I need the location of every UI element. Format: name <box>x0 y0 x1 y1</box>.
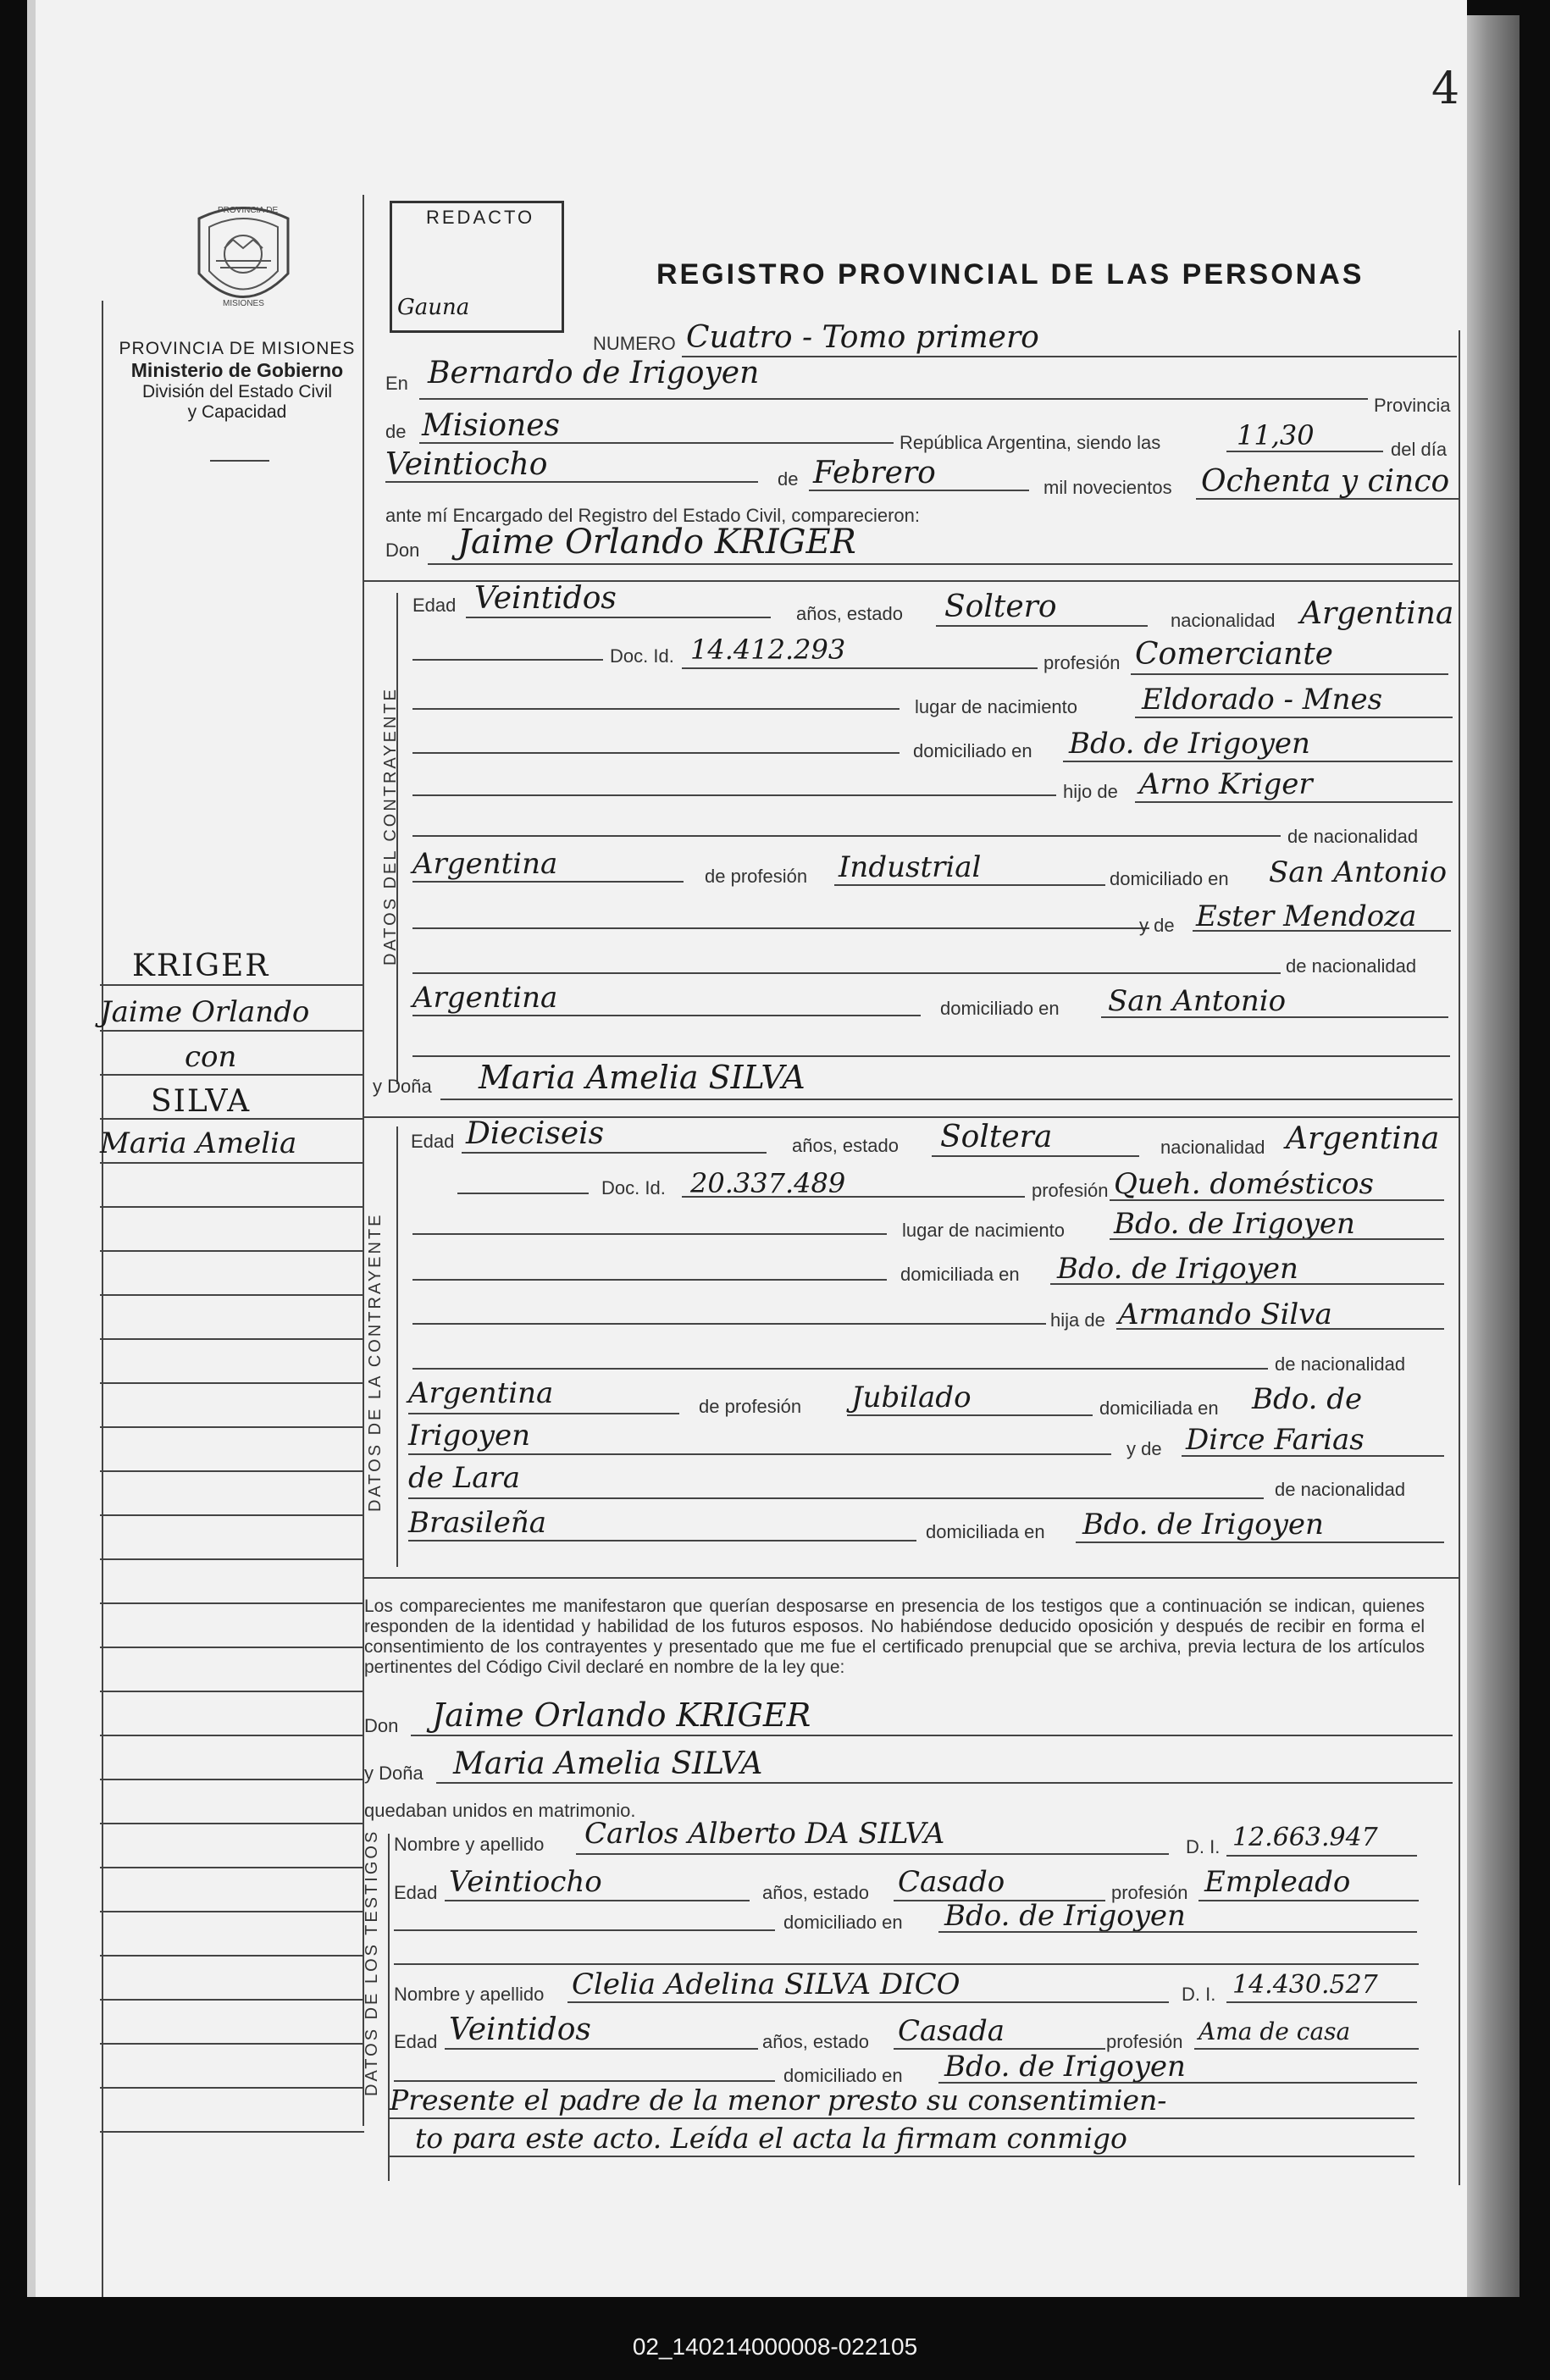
f-anios-label: años, estado <box>792 1135 899 1156</box>
c-padre-nac-value: Argentina <box>412 847 558 881</box>
provincia-label: Provincia <box>1374 395 1451 416</box>
de-label: de <box>385 421 407 442</box>
f-de-nacionalidad-label: de nacionalidad <box>1275 1353 1406 1375</box>
margin-surname-1: KRIGER <box>132 949 270 983</box>
c-lugar-label: lugar de nacimiento <box>915 696 1078 717</box>
c-profesion-value: Comerciante <box>1135 637 1333 672</box>
f-hija-label: hija de <box>1050 1309 1105 1331</box>
c-nacionalidad-label: nacionalidad <box>1171 610 1276 631</box>
mes-value: Febrero <box>813 456 936 490</box>
t2-d-label: D. I. <box>1182 1984 1216 2005</box>
f-nacionalidad-label: nacionalidad <box>1160 1137 1265 1158</box>
union-dona-value: Maria Amelia SILVA <box>453 1746 763 1781</box>
t1-dom-label: domiciliado en <box>783 1912 903 1933</box>
c-hijo-label: hijo de <box>1063 781 1118 802</box>
t1-estado-value: Casado <box>898 1865 1005 1899</box>
f-madre-value2: de Lara <box>408 1461 521 1495</box>
provincia-value: Misiones <box>422 408 561 443</box>
t1-edad-label: Edad <box>394 1882 438 1903</box>
t1-profesion-value: Empleado <box>1204 1865 1351 1899</box>
margin-name-1: Jaime Orlando <box>100 995 310 1029</box>
republica-label: República Argentina, siendo las <box>900 432 1161 453</box>
f-padre-dom-value2: Irigoyen <box>408 1419 531 1453</box>
binding-spine <box>27 0 36 2297</box>
t2-dom-value: Bdo. de Irigoyen <box>944 2050 1186 2084</box>
t2-nombre-value: Clelia Adelina SILVA DICO <box>572 1968 960 2001</box>
c-padre-dom-value: San Antonio <box>1269 855 1448 889</box>
left-margin-rule <box>102 301 103 2316</box>
t2-dom-label: domiciliado en <box>783 2065 903 2086</box>
dona-label: y Doña <box>373 1076 432 1097</box>
margin-con: con <box>185 1040 237 1074</box>
page-title: REGISTRO PROVINCIAL DE LAS PERSONAS <box>656 258 1365 291</box>
header-division: División del Estado Civil <box>141 382 333 401</box>
c-y-de-label: y de <box>1139 915 1175 936</box>
f-estado-value: Soltera <box>940 1120 1053 1154</box>
f-nacionalidad-value: Argentina <box>1286 1121 1440 1156</box>
union-don-value: Jaime Orlando KRIGER <box>432 1696 811 1734</box>
f-profesion-label: profesión <box>1032 1180 1109 1201</box>
margin-name-2: Maria Amelia <box>100 1126 297 1160</box>
t1-nombre-label: Nombre y apellido <box>394 1834 545 1855</box>
f-padre-prof-value: Jubilado <box>851 1381 972 1414</box>
t2-anios-label: años, estado <box>762 2031 869 2052</box>
de-mes-label: de <box>778 468 799 490</box>
dia-value: Veintiocho <box>385 447 548 482</box>
note-line-2: to para este acto. Leída el acta la firmam conmigo <box>415 2122 1127 2155</box>
numero-value: Cuatro - Tomo primero <box>686 320 1039 355</box>
ante-text: ante mí Encargado del Registro del Estado Civil, comparecieron: <box>385 505 920 526</box>
f-padre-nac-value: Argentina <box>408 1376 554 1410</box>
form-right-rule <box>1459 330 1460 2185</box>
f-padre-value: Armando Silva <box>1118 1298 1332 1331</box>
c-de-nacionalidad-label: de nacionalidad <box>1287 826 1419 847</box>
f-madre-value: Dirce Farias <box>1186 1423 1365 1457</box>
t2-nombre-label: Nombre y apellido <box>394 1984 545 2005</box>
union-don-label: Don <box>364 1715 399 1736</box>
c-madre-dom-label: domiciliado en <box>940 998 1060 1019</box>
t2-profesion-label: profesión <box>1106 2031 1183 2052</box>
c-anios-label: años, estado <box>796 603 903 624</box>
book-edge <box>1467 15 1520 2302</box>
c-profesion-label: profesión <box>1043 652 1121 673</box>
f-domicilio-label: domiciliada en <box>900 1264 1020 1285</box>
header-capacity: y Capacidad <box>187 402 287 422</box>
t1-profesion-label: profesión <box>1111 1882 1188 1903</box>
don-label: Don <box>385 540 420 561</box>
page-number: 4 <box>1431 64 1460 114</box>
f-doc-label: Doc. Id. <box>601 1177 666 1198</box>
f-profesion-value: Queh. domésticos <box>1114 1167 1374 1201</box>
union-dona-label: y Doña <box>364 1763 423 1784</box>
header-ministry: Ministerio de Gobierno <box>130 359 344 381</box>
footer-id: 02_140214000008-022105 <box>632 2333 918 2360</box>
c-de-profesion-label: de profesión <box>705 866 808 887</box>
t2-profesion-value: Ama de casa <box>1198 2017 1351 2045</box>
don-value: Jaime Orlando KRIGER <box>457 523 856 562</box>
t1-d-label: D. I. <box>1186 1836 1221 1857</box>
margin-surname-2: SILVA <box>151 1084 252 1119</box>
f-y-de-label: y de <box>1127 1438 1162 1459</box>
redacto-signature: Gauna <box>397 295 470 320</box>
t1-dom-value: Bdo. de Irigoyen <box>944 1899 1186 1933</box>
t2-edad-label: Edad <box>394 2031 438 2052</box>
f-madre-nac-label: de nacionalidad <box>1275 1479 1406 1500</box>
c-doc-value: 14.412.293 <box>690 634 846 666</box>
c-domicilio-value: Bdo. de Irigoyen <box>1069 727 1310 761</box>
f-de-profesion-label: de profesión <box>699 1396 802 1417</box>
dona-value: Maria Amelia SILVA <box>479 1059 805 1096</box>
t1-anios-label: años, estado <box>762 1882 869 1903</box>
c-madre-nac-label: de nacionalidad <box>1286 955 1417 977</box>
mil-label: mil novecientos <box>1043 477 1172 498</box>
del-dia-label: del día <box>1391 439 1448 460</box>
redacto-label: REDACTO <box>426 207 535 228</box>
c-padre-prof-value: Industrial <box>839 850 982 884</box>
c-nacionalidad-value: Argentina <box>1300 596 1454 631</box>
c-lugar-value: Eldorado - Mnes <box>1142 683 1383 717</box>
en-value: Bernardo de Irigoyen <box>428 356 760 390</box>
note-line-1: Presente el padre de la menor presto su consentimien- <box>390 2084 1167 2117</box>
t2-edad-value: Veintidos <box>449 2012 591 2047</box>
f-madre-dom-label: domiciliada en <box>926 1521 1045 1542</box>
hora-value: 11,30 <box>1237 419 1315 451</box>
redacto-box <box>390 201 564 333</box>
f-padre-dom-label: domiciliada en <box>1099 1398 1219 1419</box>
testigos-section-label: DATOS DE LOS TESTIGOS <box>363 1829 381 2096</box>
anio-value: Ochenta y cinco <box>1201 464 1450 499</box>
header-province: PROVINCIA DE MISIONES <box>119 339 356 358</box>
contrayente-section-label: DATOS DEL CONTRAYENTE <box>381 687 400 966</box>
contrayenta-section-label: DATOS DE LA CONTRAYENTE <box>366 1212 385 1512</box>
c-madre-nac-value: Argentina <box>412 981 558 1015</box>
t2-d-value: 14.430.527 <box>1232 1970 1378 2000</box>
quedaban-text: quedaban unidos en matrimonio. <box>364 1800 636 1821</box>
seal-text-top: PROVINCIA DE <box>218 206 279 215</box>
c-padre-value: Arno Kriger <box>1139 767 1313 801</box>
f-domicilio-value: Bdo. de Irigoyen <box>1057 1252 1298 1286</box>
c-edad-label: Edad <box>412 595 457 616</box>
f-lugar-label: lugar de nacimiento <box>902 1220 1066 1241</box>
contrayenta-rule <box>396 1126 398 1567</box>
c-madre-dom-value: San Antonio <box>1108 984 1287 1018</box>
numero-label: NUMERO <box>593 333 676 354</box>
c-madre-value: Ester Mendoza <box>1196 899 1417 933</box>
t2-estado-value: Casada <box>898 2014 1005 2048</box>
testigos-rule <box>388 1834 390 2181</box>
c-domicilio-label: domiciliado en <box>913 740 1032 761</box>
f-edad-value: Dieciseis <box>466 1116 605 1151</box>
c-doc-label: Doc. Id. <box>610 645 674 667</box>
f-edad-label: Edad <box>411 1131 455 1152</box>
t1-d-value: 12.663.947 <box>1232 1823 1378 1852</box>
c-estado-value: Soltero <box>944 589 1057 624</box>
header-divider <box>210 460 269 462</box>
f-doc-value: 20.337.489 <box>690 1167 846 1199</box>
f-madre-dom-value: Bdo. de Irigoyen <box>1082 1508 1324 1541</box>
t1-edad-value: Veintiocho <box>449 1865 602 1899</box>
f-lugar-value: Bdo. de Irigoyen <box>1114 1207 1355 1241</box>
declaration-text: Los comparecientes me manifestaron que querían desposarse en presencia de los testigos que a continuación se indican, quienes responden de la identidad y habilidad de los futuros esposos. No habiéndose deducido oposición y después de recibir en forma el consentimiento de los contrayentes y presentado que me fue el certificado prenupcial que se archiva, previa lectura de los artículos pertinentes del Código Civil declaré en nombre de la ley que: <box>364 1597 1425 1677</box>
t1-nombre-value: Carlos Alberto DA SILVA <box>584 1817 945 1851</box>
f-padre-dom-value: Bdo. de <box>1252 1382 1363 1416</box>
c-padre-dom-label: domiciliado en <box>1110 868 1229 889</box>
f-madre-nac-value: Brasileña <box>408 1506 546 1540</box>
en-label: En <box>385 373 408 394</box>
seal-text-bottom: MISIONES <box>223 299 264 308</box>
c-edad-value: Veintidos <box>474 581 617 616</box>
left-header <box>110 339 364 423</box>
